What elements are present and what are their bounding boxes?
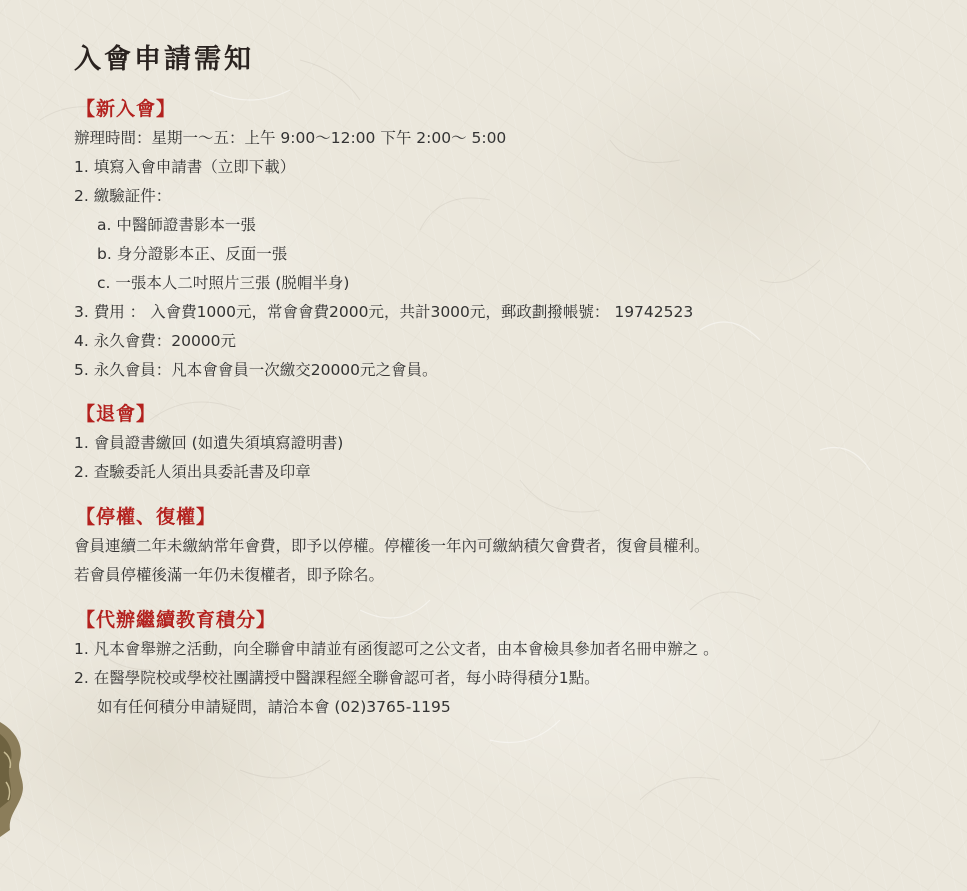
sub-list-item: a. 中醫師證書影本一張 <box>97 216 256 234</box>
list-item: 4. 永久會費：20000元 <box>74 332 237 350</box>
decorative-ornament <box>0 712 30 842</box>
contact-text: 如有任何積分申請疑問，請洽本會 (02)3765-1195 <box>97 698 451 716</box>
page-title: 入會申請需知 <box>74 44 254 75</box>
section-heading-credits: 【代辦繼續教育積分】 <box>76 609 277 631</box>
section-credits <box>74 605 934 722</box>
list-item: 3. 費用 ： 入會費1000元，常會會費2000元，共計3000元，郵政劃撥帳號： 19742523 <box>74 303 694 321</box>
section-suspend <box>74 502 934 590</box>
list-item: 5. 永久會員：凡本會會員一次繳交20000元之會員。 <box>74 361 438 379</box>
list-item: 1. 填寫入會申請書（立即下載） <box>74 158 296 176</box>
office-hours-text: 辦理時間：星期一～五：上午 9:00～12:00 下午 2:00～ 5:00 <box>74 129 507 147</box>
section-new-member <box>74 94 934 385</box>
paragraph-line: 若會員停權後滿一年仍未復權者，即予除名。 <box>74 566 385 584</box>
section-heading-new-member: 【新入會】 <box>76 98 177 120</box>
list-item: 1. 凡本會舉辦之活動，向全聯會申請並有函復認可之公文者，由本會檢具參加者名冊申辦之 。 <box>74 640 719 658</box>
paragraph-line: 會員連續二年未繳納常年會費，即予以停權。停權後一年內可繳納積欠會費者，復會員權利。 <box>74 537 710 555</box>
main-content <box>74 40 934 722</box>
list-item: 2. 繳驗証件： <box>74 187 172 205</box>
list-item: 2. 在醫學院校或學校社團講授中醫課程經全聯會認可者，每小時得積分1點。 <box>74 669 600 687</box>
sub-list-item: c. 一張本人二吋照片三張 (脱帽半身) <box>97 274 350 292</box>
list-item: 1. 會員證書繳回 (如遺失須填寫證明書) <box>74 434 344 452</box>
section-withdraw <box>74 399 934 487</box>
section-heading-suspend: 【停權、復權】 <box>76 506 217 528</box>
sub-list-item: b. 身分證影本正、反面一張 <box>97 245 288 263</box>
section-heading-withdraw: 【退會】 <box>76 403 157 425</box>
list-item: 2. 查驗委託人須出具委託書及印章 <box>74 463 311 481</box>
